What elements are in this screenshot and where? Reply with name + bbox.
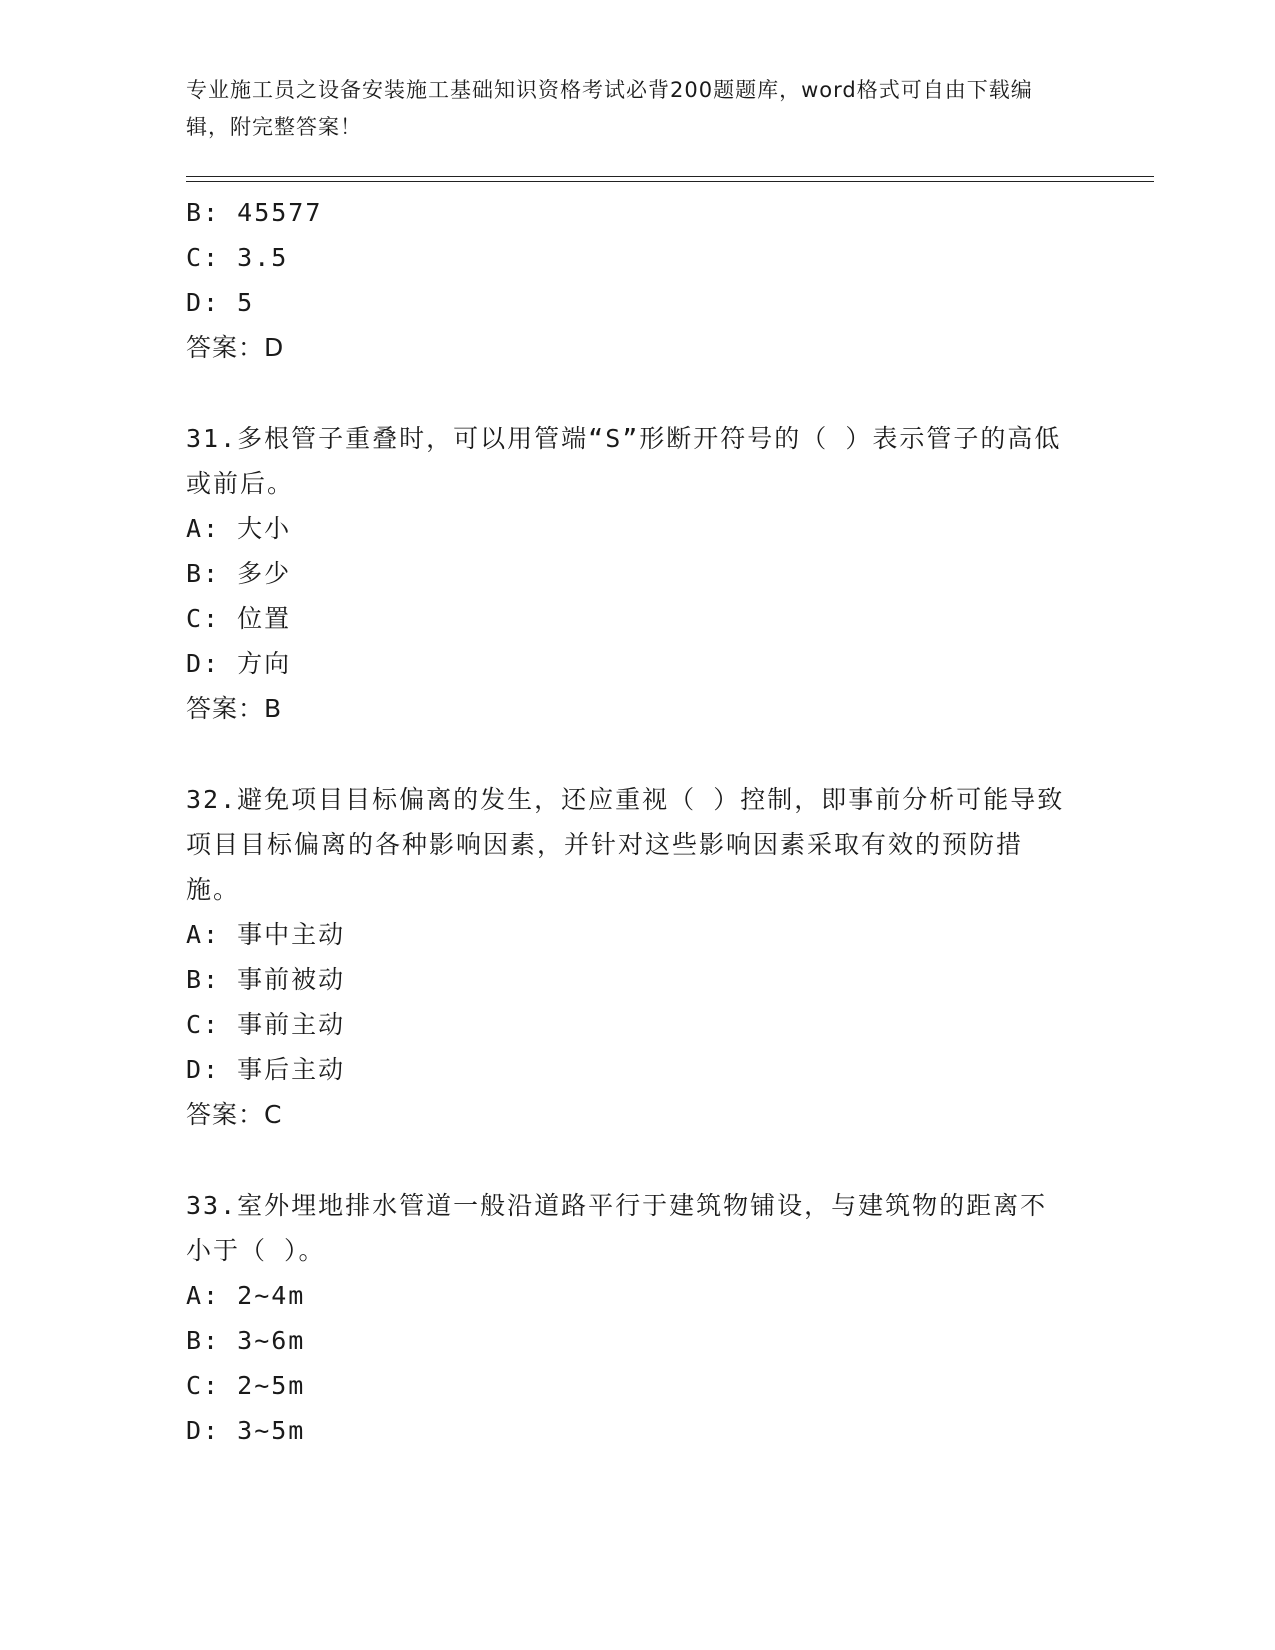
question-text: 33.室外埋地排水管道一般沿道路平行于建筑物铺设，与建筑物的距离不小于（ ）。	[186, 1191, 1048, 1265]
option-a: A: 大小	[186, 514, 292, 543]
header-rule-bottom	[186, 181, 1154, 182]
question-text: 31.多根管子重叠时，可以用管端“S”形断开符号的（ ）表示管子的高低或前后。	[186, 424, 1062, 498]
option-b: B: 3~6m	[186, 1326, 306, 1355]
option-d: D: 5	[186, 288, 255, 317]
answer-line: 答案：C	[186, 1100, 283, 1129]
option-d: D: 事后主动	[186, 1055, 346, 1084]
option-b: B: 45577	[186, 198, 323, 227]
option-a: A: 2~4m	[186, 1281, 306, 1310]
question-list	[186, 190, 1066, 1453]
header-rule-top	[186, 176, 1154, 177]
question-33	[186, 1183, 1066, 1453]
option-c: C: 3.5	[186, 243, 289, 272]
option-b: B: 多少	[186, 559, 292, 588]
option-a: A: 事中主动	[186, 920, 346, 949]
question-32	[186, 777, 1066, 1137]
previous-question-tail	[186, 190, 1066, 370]
question-text: 32.避免项目目标偏离的发生，还应重视（ ）控制，即事前分析可能导致项目目标偏离的各种影响因素，并针对这些影响因素采取有效的预防措施。	[186, 785, 1065, 904]
question-31	[186, 416, 1066, 731]
option-c: C: 事前主动	[186, 1010, 346, 1039]
answer-line: 答案：D	[186, 333, 285, 362]
option-d: D: 3~5m	[186, 1416, 306, 1445]
option-b: B: 事前被动	[186, 965, 346, 994]
option-d: D: 方向	[186, 649, 292, 678]
option-c: C: 2~5m	[186, 1371, 306, 1400]
document-header: 专业施工员之设备安装施工基础知识资格考试必背200题题库，word格式可自由下载编辑，附完整答案！	[186, 78, 1033, 139]
option-c: C: 位置	[186, 604, 292, 633]
answer-line: 答案：B	[186, 694, 283, 723]
